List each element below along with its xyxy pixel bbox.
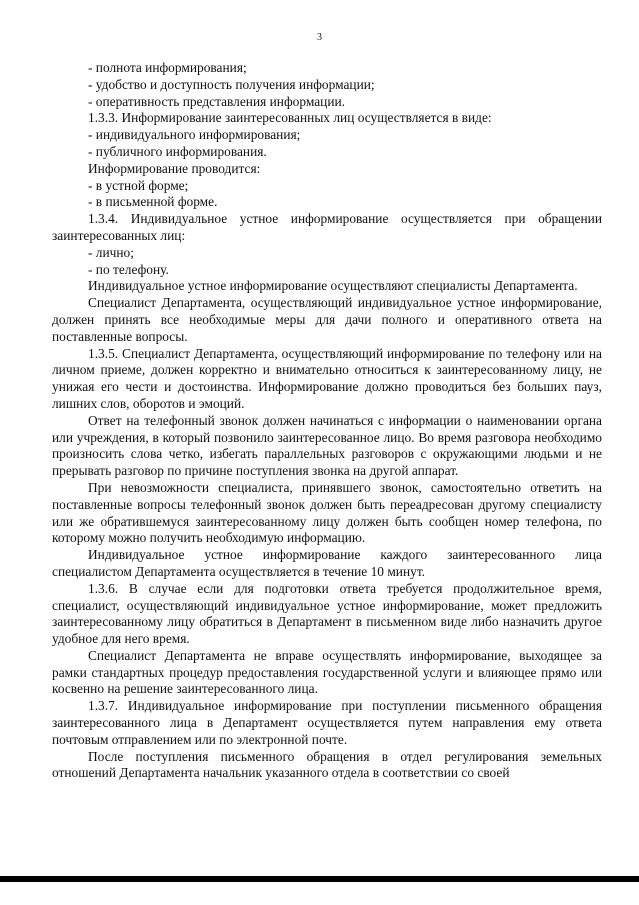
paragraph: - по телефону. bbox=[88, 261, 169, 277]
paragraph: - лично; bbox=[88, 244, 134, 260]
paragraph: 1.3.5. Специалист Департамента, осуществляющий информирование по телефону или на личном приеме, должен корректно и внимательно относиться к заинтересованному лицу, не унижая его чести и достоинства. Информирование должно проводиться без больших пауз, лишних слов, оборотов и эмоций. bbox=[52, 345, 602, 411]
paragraph: 1.3.6. В случае если для подготовки ответа требуется продолжительное время, специалист, осуществляющий индивидуальное устное информирование, может предложить заинтересованному лицу обратиться в Департамент в письменном виде либо назначить другое удобное для него время. bbox=[52, 580, 602, 647]
paragraph: Индивидуальное устное информирование каждого заинтересованного лица специалистом Департамента осуществляется в течение 10 минут. bbox=[52, 547, 602, 579]
page-number: 3 bbox=[317, 32, 322, 43]
paragraph: 1.3.4. Индивидуальное устное информирование осуществляется при обращении заинтересованных лиц: bbox=[52, 211, 602, 243]
paragraph: - публичного информирования. bbox=[88, 143, 267, 159]
paragraph: Специалист Департамента, осуществляющий индивидуальное устное информирование, должен принять все необходимые меры для дачи полного и оперативного ответа на поставленные вопросы. bbox=[52, 295, 602, 344]
document-body bbox=[52, 60, 602, 782]
paragraph: - в устной форме; bbox=[88, 177, 189, 193]
paragraph: - в письменной форме. bbox=[88, 194, 218, 210]
paragraph: После поступления письменного обращения в отдел регулирования земельных отношений Департамента начальник указанного отдела в соответствии со своей bbox=[52, 748, 602, 781]
paragraph: 1.3.3. Информирование заинтересованных лиц осуществляется в виде: bbox=[88, 110, 492, 126]
paragraph: - индивидуального информирования; bbox=[88, 127, 301, 143]
paragraph: 1.3.7. Индивидуальное информирование при поступлении письменного обращения заинтересованного лица в Департамент осуществляется путем направления ему ответа почтовым отправлением или по электронной почте. bbox=[52, 698, 602, 747]
paragraph: При невозможности специалиста, принявшего звонок, самостоятельно ответить на поставленные вопросы телефонный звонок должен быть переадресован другому специалисту или же обратившемуся заинтересованному лицу должен быть сообщен номер телефона, по которому можно получить необходимую информацию. bbox=[52, 479, 602, 546]
paragraph: Информирование проводится: bbox=[88, 160, 261, 176]
paragraph: - оперативность представления информации. bbox=[88, 93, 346, 109]
paragraph: Индивидуальное устное информирование осуществляют специалисты Департамента. bbox=[88, 278, 578, 294]
paragraph: Ответ на телефонный звонок должен начинаться с информации о наименовании органа или учреждения, в который позвонило заинтересованное лицо. Во время разговора необходимо произносить слова четко, избегать параллельных разговоров с окружающими людьми и не прерывать разговор по причине поступления звонка на другой аппарат. bbox=[52, 412, 602, 479]
paragraph: Специалист Департамента не вправе осуществлять информирование, выходящее за рамки стандартных процедур предоставления государственной услуги и влияющее прямо или косвенно на решение заинтересованного лица. bbox=[52, 647, 602, 697]
paragraph: - удобство и доступность получения информации; bbox=[88, 76, 375, 92]
paragraph: - полнота информирования; bbox=[88, 60, 247, 75]
bottom-border-line bbox=[0, 876, 639, 882]
